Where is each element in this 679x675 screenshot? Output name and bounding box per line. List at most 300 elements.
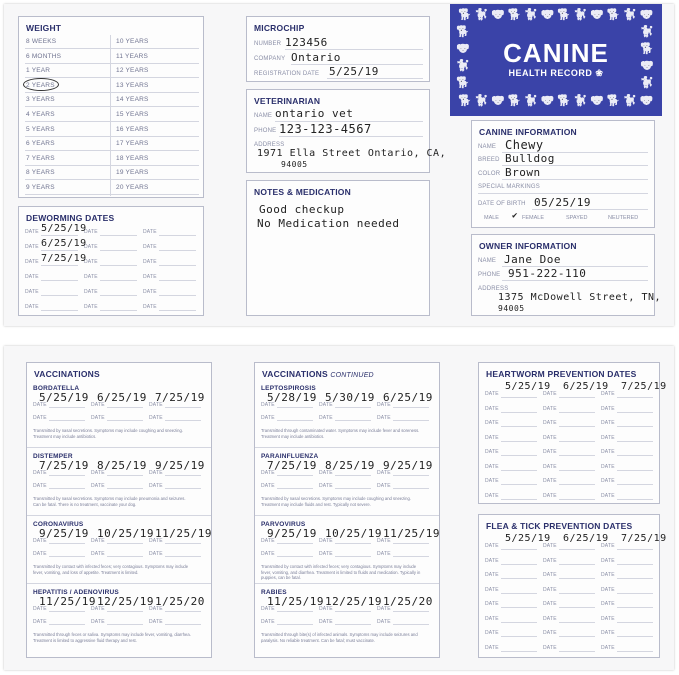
dog-silhouette-icon: 🐶	[540, 9, 555, 21]
deworming-title: DEWORMING DATES	[26, 213, 115, 223]
date-label: DATE	[261, 606, 275, 612]
date-label: DATE	[84, 289, 98, 295]
rule	[393, 611, 429, 612]
rule	[25, 92, 199, 93]
rule	[559, 441, 595, 442]
date-label: DATE	[485, 644, 499, 651]
date-label: DATE	[261, 402, 275, 408]
vaccine-name: CORONAVIRUS	[33, 521, 84, 528]
date-label: DATE	[149, 551, 163, 557]
vaccine-date: 1/25/20	[155, 595, 205, 608]
date-label: DATE	[485, 557, 499, 564]
weight-row-label: 1 YEAR	[26, 67, 51, 75]
heartworm-entry: 6/25/19	[563, 381, 609, 392]
vaccine-description: Transmitted through bite(s) of infected animals. Symptoms may include seizures and paralysis. No reliable treatment. Can be fatal; must vaccinate.	[261, 632, 418, 643]
rule	[617, 484, 653, 485]
rule	[501, 549, 537, 550]
rule	[617, 441, 653, 442]
deworming-dates-panel	[18, 206, 204, 316]
microchip-panel	[246, 16, 430, 82]
rule	[501, 622, 537, 623]
date-label: DATE	[149, 415, 163, 421]
notes-title: NOTES & MEDICATION	[254, 187, 351, 197]
rule	[49, 475, 85, 476]
date-label: DATE	[33, 538, 47, 544]
canine-health-record-logo	[450, 4, 662, 116]
vaccine-date: 9/25/19	[267, 527, 317, 540]
sex-option-female[interactable]: FEMALE	[522, 215, 545, 221]
rule	[501, 651, 537, 652]
vet-address-line1: 1971 Ella Street Ontario, CA,	[257, 148, 447, 159]
date-label: DATE	[543, 557, 557, 564]
dog-silhouette-icon: 🐶	[491, 95, 505, 107]
rule	[617, 397, 653, 398]
date-label: DATE	[261, 619, 275, 625]
rule	[617, 636, 653, 637]
rule	[107, 611, 143, 612]
rule	[165, 543, 201, 544]
date-label: DATE	[601, 586, 615, 593]
microchip-reg-label: REGISTRATION DATE	[254, 71, 320, 77]
date-label: DATE	[143, 244, 157, 250]
date-label: DATE	[319, 402, 333, 408]
date-label: DATE	[485, 572, 499, 578]
vaccine-date: 11/25/19	[267, 595, 324, 608]
date-label: DATE	[143, 289, 157, 295]
rule	[277, 488, 313, 489]
vaccine-date: 8/25/19	[325, 459, 375, 472]
owner-information-panel	[471, 234, 662, 316]
weight-row-label: 14 YEARS	[116, 96, 149, 104]
rule	[165, 407, 201, 408]
sex-option-spayed[interactable]: SPAYED	[566, 215, 588, 221]
rule	[107, 420, 143, 421]
rule	[41, 235, 78, 236]
rule	[49, 488, 85, 489]
dog-silhouette-icon: 🐶	[540, 95, 555, 107]
date-label: DATE	[543, 391, 557, 397]
vaccine-description: Transmitted through contaminated water. Symptoms may include fever and soreness. Treatment may include antibiotics.	[261, 428, 420, 439]
rule	[617, 470, 653, 471]
rule	[502, 179, 648, 180]
divider	[27, 583, 211, 584]
rule	[559, 578, 595, 579]
rule	[501, 578, 537, 579]
logo-subtitle: HEALTH RECORD ❀	[508, 68, 604, 78]
date-label: DATE	[601, 492, 615, 499]
date-label: DATE	[149, 619, 163, 625]
rule	[559, 636, 595, 637]
canine-dob: 05/25/19	[534, 196, 591, 209]
rule	[393, 475, 429, 476]
canine-markings-label: SPECIAL MARKINGS	[478, 184, 540, 190]
rule	[25, 194, 199, 195]
rule	[100, 295, 137, 296]
date-label: DATE	[485, 543, 499, 549]
date-label: DATE	[319, 470, 333, 476]
rule	[393, 556, 429, 557]
rule	[335, 543, 371, 544]
rule	[41, 280, 78, 281]
rule	[617, 564, 653, 565]
rule	[277, 556, 313, 557]
date-label: DATE	[25, 274, 39, 280]
date-label: DATE	[143, 304, 157, 310]
dog-silhouette-icon: 🐩	[623, 9, 637, 21]
date-label: DATE	[319, 415, 333, 421]
rule	[25, 106, 199, 107]
date-label: DATE	[485, 478, 499, 484]
dog-silhouette-icon: 🐕	[557, 95, 571, 107]
rule	[617, 651, 653, 652]
canine-breed-label: BREED	[478, 157, 500, 163]
vaccinations-title: VACCINATIONS	[34, 369, 100, 379]
date-label: DATE	[33, 483, 47, 489]
rule	[100, 250, 137, 251]
rule	[335, 420, 371, 421]
weight-row-label: 10 YEARS	[116, 38, 149, 45]
weight-row-label: 19 YEARS	[116, 169, 149, 177]
weight-row-label: 5 YEARS	[26, 125, 55, 133]
rule	[501, 636, 537, 637]
flea-tick-panel	[478, 514, 667, 658]
veterinarian-panel	[246, 89, 447, 173]
deworming-entry: 6/25/19	[41, 238, 87, 249]
rule	[327, 78, 423, 79]
canine-color-label: COLOR	[478, 171, 501, 177]
dog-silhouette-icon: 🐕	[456, 26, 470, 38]
rule	[25, 48, 199, 49]
rule	[25, 179, 199, 180]
vet-name: ontario vet	[275, 107, 354, 120]
date-label: DATE	[261, 538, 275, 544]
dog-silhouette-icon: 🐶	[590, 9, 604, 21]
date-label: DATE	[377, 402, 391, 408]
date-label: DATE	[377, 415, 391, 421]
date-label: DATE	[543, 601, 557, 607]
vet-address-line2: 94005	[281, 160, 308, 169]
rule	[25, 77, 199, 78]
vaccine-date: 5/25/19	[39, 391, 89, 404]
rule	[501, 470, 537, 471]
date-label: DATE	[543, 405, 557, 412]
date-label: DATE	[601, 405, 615, 412]
microchip-title: MICROCHIP	[254, 23, 305, 33]
dog-silhouette-icon: 🐩	[524, 95, 538, 107]
dog-silhouette-icon: 🐕	[507, 9, 522, 21]
canine-information-panel	[471, 120, 655, 228]
paw-icon: ❀	[595, 68, 604, 78]
rule	[335, 488, 371, 489]
rule	[335, 407, 371, 408]
vaccinations-continued-panel	[254, 362, 440, 658]
rule	[502, 280, 648, 281]
date-label: DATE	[543, 630, 557, 636]
date-label: DATE	[91, 415, 105, 421]
dog-silhouette-icon: 🐩	[573, 9, 588, 21]
dog-silhouette-icon: 🐶	[590, 95, 604, 107]
rule	[501, 484, 537, 485]
date-label: DATE	[91, 402, 105, 408]
flea-title: FLEA & TICK PREVENTION DATES	[486, 521, 633, 531]
weight-row-label: 3 YEARS	[26, 96, 55, 104]
rule	[393, 420, 429, 421]
rule	[107, 488, 143, 489]
date-label: DATE	[319, 606, 333, 612]
dog-silhouette-icon: 🐕	[456, 77, 470, 89]
date-label: DATE	[601, 557, 615, 564]
date-label: DATE	[377, 619, 391, 625]
rule	[501, 441, 537, 442]
rule	[41, 310, 78, 311]
date-label: DATE	[601, 420, 615, 426]
rule	[559, 499, 595, 500]
date-label: DATE	[601, 630, 615, 636]
date-label: DATE	[149, 606, 163, 612]
date-label: DATE	[601, 572, 615, 578]
date-label: DATE	[543, 463, 557, 470]
date-label: DATE	[84, 229, 98, 235]
rule	[165, 611, 201, 612]
flea-entry: 7/25/19	[621, 533, 667, 544]
date-label: DATE	[377, 538, 391, 544]
date-label: DATE	[485, 420, 499, 426]
date-label: DATE	[485, 630, 499, 636]
rule	[617, 499, 653, 500]
vaccine-name: HEPATITIS / ADENOVIRUS	[33, 589, 119, 596]
rule	[285, 49, 423, 50]
rule	[393, 543, 429, 544]
date-label: DATE	[485, 463, 499, 470]
vaccine-date: 10/25/19	[97, 527, 154, 540]
rule	[335, 611, 371, 612]
date-label: DATE	[33, 606, 47, 612]
weight-row-label: 6 MONTHS	[26, 52, 62, 60]
date-label: DATE	[319, 538, 333, 544]
vaccine-date: 1/25/20	[383, 595, 433, 608]
rule	[559, 470, 595, 471]
rule	[100, 235, 137, 236]
weight-row-label: 8 WEEKS	[26, 38, 57, 45]
owner-address-line1: 1375 McDowell Street, TN,	[498, 292, 662, 303]
weight-row-label: 12 YEARS	[116, 67, 149, 75]
date-label: DATE	[377, 470, 391, 476]
rule	[617, 578, 653, 579]
rule	[501, 564, 537, 565]
flea-entry: 6/25/19	[563, 533, 609, 544]
rule	[159, 280, 196, 281]
date-label: DATE	[91, 483, 105, 489]
notes-medication-panel	[246, 180, 430, 316]
vaccine-date: 8/25/19	[97, 459, 147, 472]
vaccine-date: 7/25/19	[267, 459, 317, 472]
date-label: DATE	[84, 259, 98, 265]
date-label: DATE	[601, 543, 615, 549]
date-label: DATE	[377, 606, 391, 612]
rule	[393, 488, 429, 489]
rule	[25, 121, 199, 122]
vaccine-date: 5/30/19	[325, 391, 375, 404]
dog-silhouette-icon: 🐕	[458, 95, 472, 107]
date-label: DATE	[485, 391, 499, 397]
date-label: DATE	[319, 483, 333, 489]
date-label: DATE	[84, 274, 98, 280]
weight-row-label: 9 YEARS	[26, 184, 55, 191]
vaccine-date: 6/25/19	[97, 391, 147, 404]
date-label: DATE	[149, 538, 163, 544]
rule	[501, 607, 537, 608]
rule	[617, 455, 653, 456]
date-label: DATE	[377, 551, 391, 557]
date-label: DATE	[601, 601, 615, 607]
date-label: DATE	[84, 304, 98, 310]
canine-name-label: NAME	[478, 144, 497, 150]
rule	[335, 624, 371, 625]
date-label: DATE	[485, 601, 499, 607]
vaccine-date: 12/25/19	[97, 595, 154, 608]
heartworm-title: HEARTWORM PREVENTION DATES	[486, 369, 637, 379]
owner-phone-label: PHONE	[478, 272, 501, 278]
vet-address-label: ADDRESS	[254, 142, 285, 148]
notes-line1: Good checkup	[259, 203, 345, 216]
date-label: DATE	[33, 551, 47, 557]
dog-silhouette-icon: 🐶	[456, 43, 470, 55]
weight-row-label: 15 YEARS	[116, 111, 149, 118]
vaccine-date: 6/25/19	[383, 391, 433, 404]
date-label: DATE	[33, 402, 47, 408]
rule	[41, 265, 78, 266]
date-label: DATE	[543, 492, 557, 499]
date-label: DATE	[25, 229, 39, 235]
vaccine-date: 12/25/19	[325, 595, 382, 608]
date-label: DATE	[543, 420, 557, 426]
rule	[100, 265, 137, 266]
date-label: DATE	[485, 434, 499, 441]
rule	[165, 475, 201, 476]
sex-option-male[interactable]: MALE	[484, 215, 499, 221]
owner-name-label: NAME	[478, 258, 497, 264]
rule	[559, 651, 595, 652]
divider	[255, 447, 439, 448]
date-label: DATE	[261, 483, 275, 489]
rule	[277, 611, 313, 612]
weight-row-label: 2 YEARS	[26, 81, 55, 89]
rule	[617, 426, 653, 427]
microchip-number: 123456	[285, 36, 328, 49]
date-label: DATE	[601, 391, 615, 397]
owner-address-line2: 94005	[498, 304, 525, 313]
rule	[617, 607, 653, 608]
vaccine-date: 11/25/19	[39, 595, 96, 608]
rule	[393, 407, 429, 408]
sex-check-mark: ✔	[512, 211, 518, 221]
rule	[559, 426, 595, 427]
rule	[277, 420, 313, 421]
date-label: DATE	[543, 478, 557, 484]
rule	[501, 397, 537, 398]
vaccine-name: DISTEMPER	[33, 453, 73, 460]
dog-silhouette-icon: 🐕	[606, 95, 621, 107]
vaccine-name: BORDATELLA	[33, 385, 80, 392]
date-label: DATE	[543, 644, 557, 651]
vaccine-date: 7/25/19	[39, 459, 89, 472]
weight-row-label: 4 YEARS	[26, 111, 55, 118]
date-label: DATE	[319, 551, 333, 557]
rule	[25, 136, 199, 137]
date-label: DATE	[601, 615, 615, 622]
date-label: DATE	[149, 402, 163, 408]
dog-silhouette-icon: 🐩	[474, 95, 489, 107]
microchip-company-label: COMPANY	[254, 56, 286, 62]
vaccine-date: 10/25/19	[325, 527, 382, 540]
vaccine-name: LEPTOSPIROSIS	[261, 385, 316, 392]
weight-row-label: 13 YEARS	[116, 81, 149, 89]
vaccine-date: 11/25/19	[155, 527, 212, 540]
vaccine-name: RABIES	[261, 589, 287, 596]
weight-title: WEIGHT	[26, 23, 62, 33]
sex-option-neutered[interactable]: NEUTERED	[608, 215, 639, 221]
date-label: DATE	[84, 244, 98, 250]
canine-info-title: CANINE INFORMATION	[479, 127, 577, 137]
weight-column-divider	[110, 35, 111, 196]
date-label: DATE	[91, 538, 105, 544]
rule	[159, 295, 196, 296]
weight-row-label: 6 YEARS	[26, 140, 55, 148]
rule	[25, 165, 199, 166]
rule	[335, 475, 371, 476]
dog-silhouette-icon: 🐶	[639, 95, 654, 107]
rule	[41, 295, 78, 296]
divider	[27, 515, 211, 516]
rule	[165, 488, 201, 489]
vaccine-date: 9/25/19	[155, 459, 205, 472]
deworming-entry: 5/25/19	[41, 223, 87, 234]
rule	[279, 136, 423, 137]
vaccine-description: Transmitted by nasal secretions. Symptoms may include pneumonia and seizures. Can be fatal. There is no treatment, vaccinate your dog.	[33, 496, 186, 507]
deworming-entry: 7/25/19	[41, 253, 87, 264]
date-label: DATE	[91, 470, 105, 476]
vaccine-date: 9/25/19	[383, 459, 433, 472]
rule	[107, 624, 143, 625]
date-label: DATE	[33, 619, 47, 625]
date-label: DATE	[33, 415, 47, 421]
dog-silhouette-icon: 🐕	[640, 43, 654, 55]
rule	[159, 310, 196, 311]
canine-color: Brown	[505, 166, 541, 179]
dog-silhouette-icon: 🐩	[524, 9, 538, 21]
rule	[617, 549, 653, 550]
vaccine-date: 11/25/19	[383, 527, 440, 540]
date-label: DATE	[601, 463, 615, 470]
divider	[27, 447, 211, 448]
date-label: DATE	[149, 483, 163, 489]
weight-row-label: 7 YEARS	[26, 154, 55, 162]
date-label: DATE	[543, 434, 557, 441]
date-label: DATE	[601, 644, 615, 651]
date-label: DATE	[33, 470, 47, 476]
weight-row-label: 20 YEARS	[116, 184, 149, 191]
rule	[49, 611, 85, 612]
dog-silhouette-icon: 🐕	[458, 9, 472, 21]
rule	[559, 607, 595, 608]
dog-silhouette-icon: 🐶	[491, 9, 505, 21]
owner-phone: 951-222-110	[508, 267, 587, 280]
vaccinations-continued-title: VACCINATIONS CONTINUED	[262, 369, 374, 379]
rule	[501, 499, 537, 500]
canine-breed: Bulldog	[505, 152, 555, 165]
rule	[532, 209, 648, 210]
rule	[165, 556, 201, 557]
